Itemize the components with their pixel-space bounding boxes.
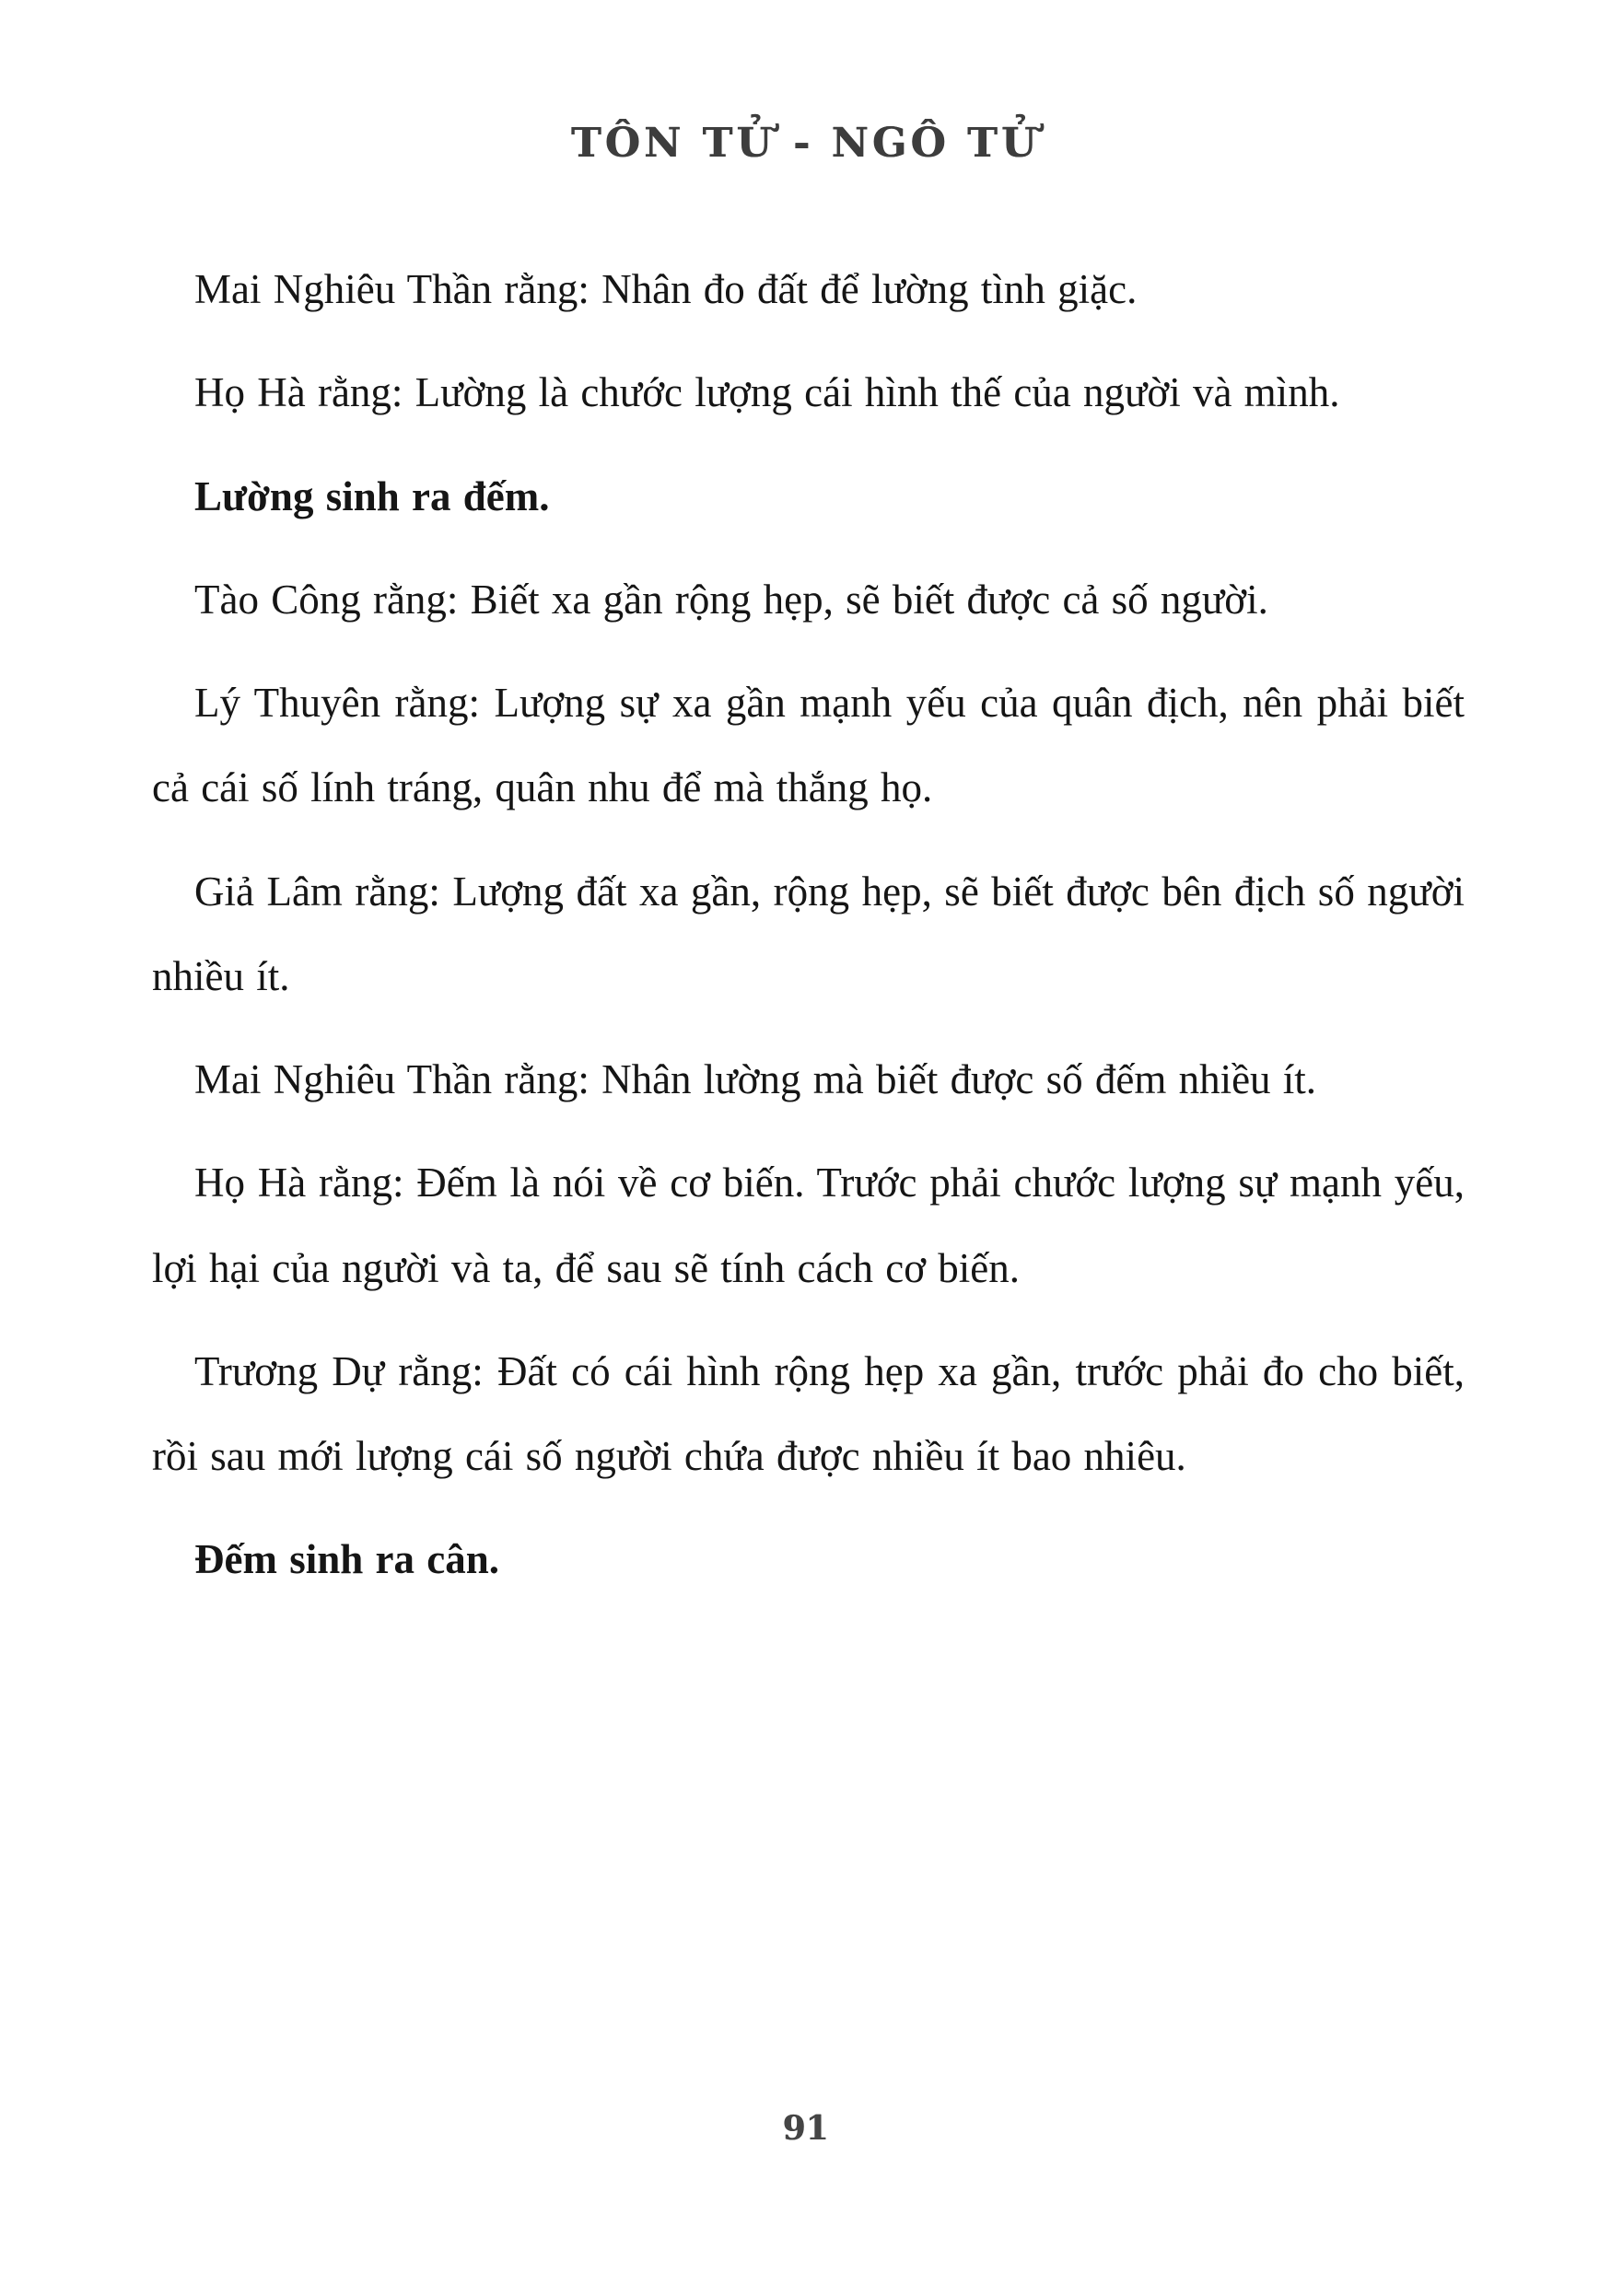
page-number: 91 [782,2109,829,2148]
paragraph-bold: Đếm sinh ra cân. [194,1536,499,1583]
paragraph: Họ Hà rằng: Đếm là nói về cơ biến. Trước phải chước lượng sự mạnh yếu, lợi hại của người và ta, để sau sẽ tính cách cơ biến. [152,1160,1465,1291]
paragraph: Tào Công rằng: Biết xa gần rộng hẹp, sẽ biết được cả số người. [194,576,1268,623]
paragraph: Giả Lâm rằng: Lượng đất xa gần, rộng hẹp, sẽ biết được bên địch số người nhiều ít. [152,868,1465,999]
paragraph-bold: Lường sinh ra đếm. [194,472,550,519]
paragraph: Họ Hà rằng: Lường là chước lượng cái hình thế của người và mình. [194,369,1340,416]
paragraph: Mai Nghiêu Thần rằng: Nhân đo đất để lường tình giặc. [194,266,1138,312]
paragraph: Lý Thuyên rằng: Lượng sự xa gần mạnh yếu của quân địch, nên phải biết cả cái số lính tráng, quân nhu để mà thắng họ. [152,680,1465,811]
text-body [152,247,1465,1621]
running-header: TÔN TỬ - NGÔ TỬ [570,120,1041,167]
paragraph: Trương Dự rằng: Đất có cái hình rộng hẹp xa gần, trước phải đo cho biết, rồi sau mới lượng cái số người chứa được nhiều ít bao nhiêu. [152,1347,1465,1479]
paragraph: Mai Nghiêu Thần rằng: Nhân lường mà biết được số đếm nhiều ít. [194,1056,1317,1102]
